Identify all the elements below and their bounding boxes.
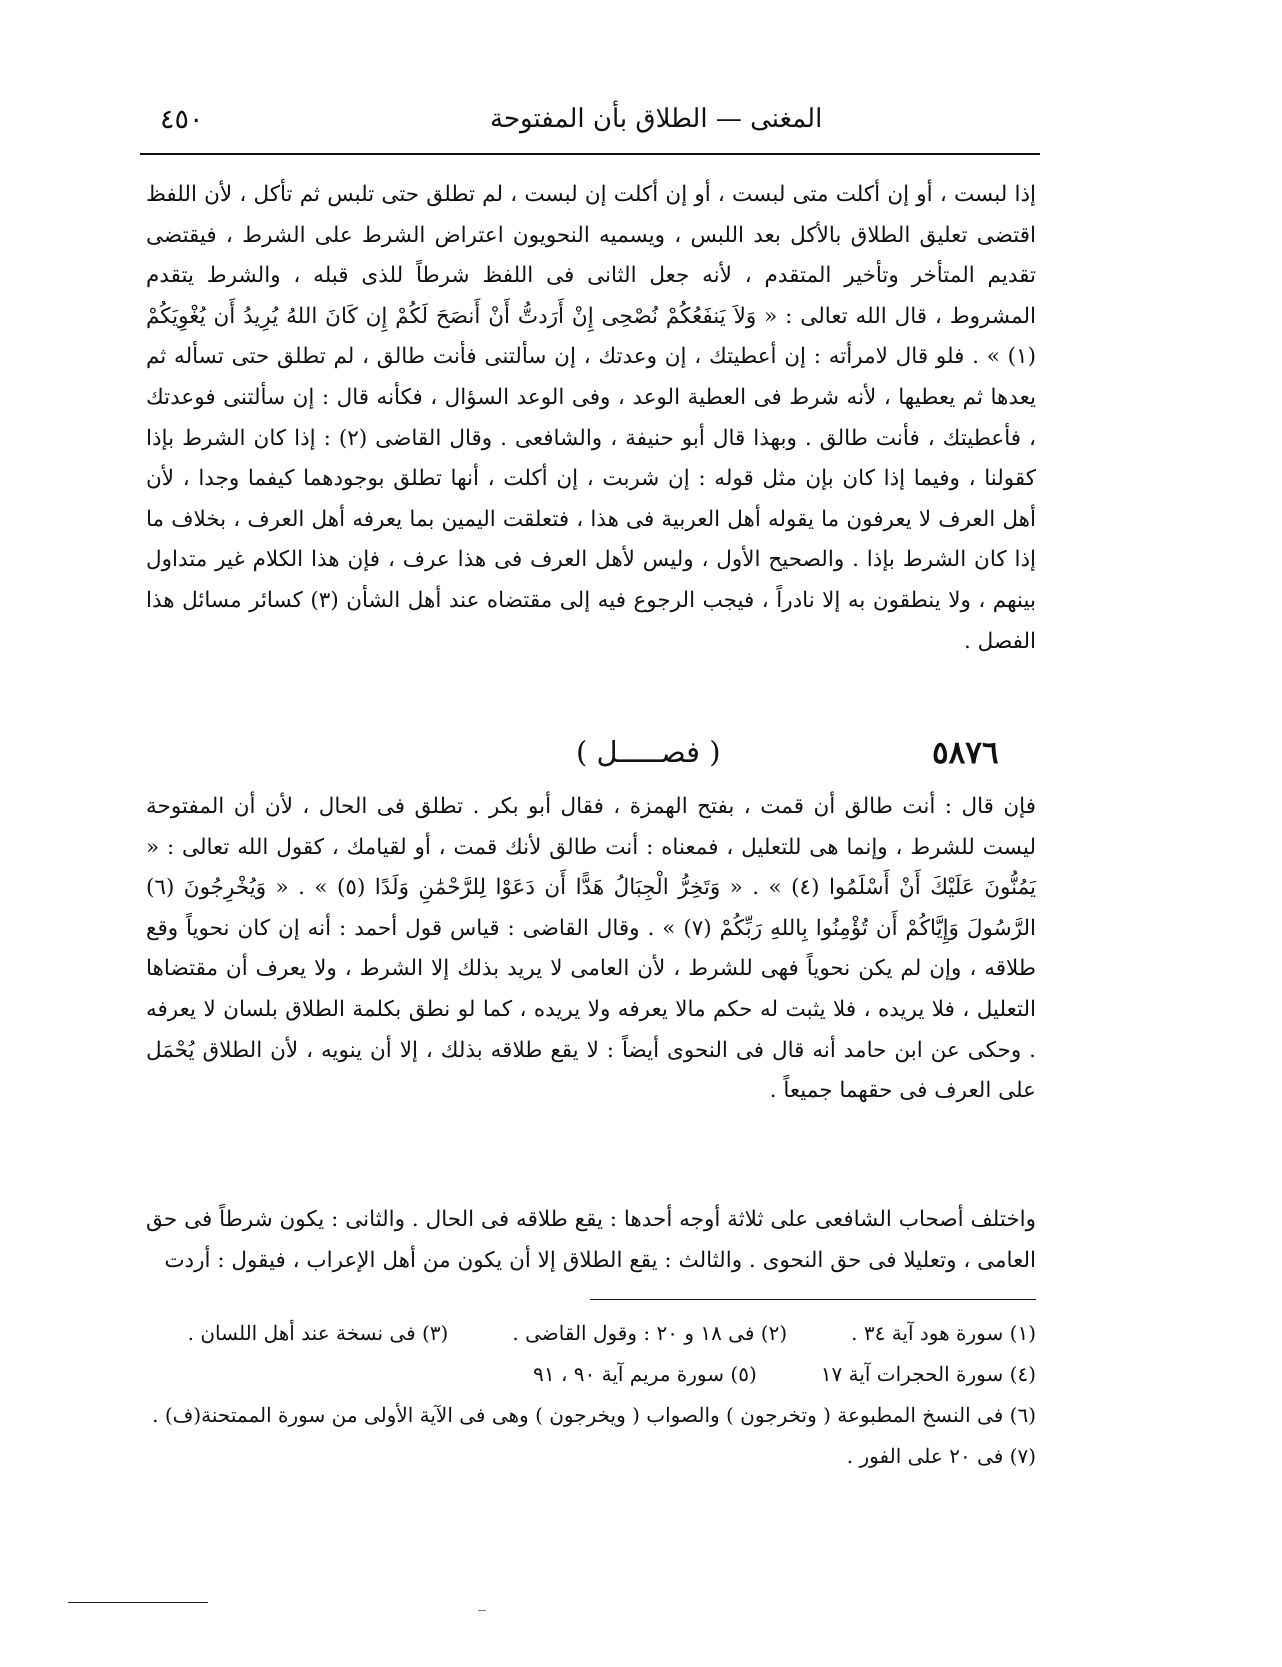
running-title: المغنى — الطلاق بأن المفتوحة bbox=[490, 104, 823, 134]
footnote-2: (٢) فى ١٨ و ٢٠ : وقول القاضى . bbox=[512, 1321, 788, 1345]
paragraph-3: واختلف أصحاب الشافعى على ثلاثة أوجه أحدها : يقع طلاقه فى الحال . والثانى : يكون شرطاً فى حق العامى ، وتعليلا فى حق النحوى . والثالث : يقع الطلاق إلا أن يكون من أهل الإعراب ، فيقول : أردت bbox=[146, 1207, 1036, 1273]
header-rule bbox=[140, 153, 1040, 155]
paragraph-1: إذا لبست ، أو إن أكلت متى لبست ، أو إن أكلت إن لبست ، لم تطلق حتى تلبس ثم تأكل ، لأن اللفظ اقتضى تعليق الطلاق بالأكل بعد اللبس ، ويسميه النحويون اعتراض الشرط على الشرط ، فيقتضى تقديم المتأخر وتأخير المتقدم ، لأنه جعل الثانى فى اللفظ شرطاً للذى قبله ، والشرط يتقدم المشروط ، قال الله تعالى : « وَلاَ يَنفَعُكُمْ نُصْحِى إِنْ أَرَدتُّ أَنْ أَنصَحَ لَكُمْ إِن كَانَ اللهُ يُرِيدُ أَن يُغْوِيَكُمْ (١) » . فلو قال لامرأته : إن أعطيتك ، إن وعدتك ، إن سألتنى فأنت طالق ، لم تطلق حتى تسأله ثم يعدها ثم يعطيها ، لأنه شرط فى العطية الوعد ، وفى الوعد السؤال ، فكأنه قال : إن سألتنى فوعدتك ، فأعطيتك ، فأنت طالق . وبهذا قال أبو حنيفة ، والشافعى . وقال القاضى (٢) : إذا كان الشرط بإذا كقولنا ، وفيما إذا كان بإن مثل قوله : إن شربت ، إن أكلت ، أنها تطلق بوجودهما كيفما وجدا ، لأن أهل العرف لا يعرفون ما يقوله أهل العربية فى هذا ، فتعلقت اليمين بما يعرفه أهل العرف ، بخلاف ما إذا كان الشرط بإذا . والصحيح الأول ، وليس لأهل العرف فى هذا عرف ، فإن هذا الكلام غير متداول بينهم ، ولا ينطقون به إلا نادراً ، فيجب الرجوع فيه إلى مقتضاه عند أهل الشأن (٣) كسائر مسائل هذا الفصل . bbox=[146, 182, 1037, 654]
section-heading bbox=[146, 735, 1036, 779]
section-title: ( فصـــــل ) bbox=[576, 735, 721, 769]
footnote-5: (٥) سورة مريم آية ٩٠ ، ٩١ bbox=[533, 1362, 757, 1386]
footnotes bbox=[146, 1313, 1036, 1477]
footnote-row-4 bbox=[146, 1436, 1036, 1477]
footnote-4: (٤) سورة الحجرات آية ١٧ bbox=[820, 1362, 1036, 1386]
footnote-row-3 bbox=[146, 1395, 1036, 1436]
footnote-row-1 bbox=[146, 1313, 1036, 1354]
footnote-3: (٣) فى نسخة عند أهل اللسان . bbox=[187, 1321, 449, 1345]
bottom-margin-rule bbox=[68, 1602, 208, 1603]
running-header bbox=[160, 98, 1040, 142]
footnotes-rule bbox=[590, 1299, 1036, 1300]
section-number: ٥٨٧٦ bbox=[932, 735, 999, 771]
bottom-mark bbox=[478, 1610, 486, 1611]
footnote-7: (٧) فى ٢٠ على الفور . bbox=[846, 1444, 1036, 1468]
footnote-1: (١) سورة هود آية ٣٤ . bbox=[851, 1321, 1036, 1345]
page-number: ٤٥٠ bbox=[160, 104, 204, 135]
footnote-6: (٦) فى النسخ المطبوعة ( وتخرجون ) والصواب ( ويخرجون ) وهى فى الآية الأولى من سورة الممتحنة(ف) . bbox=[152, 1403, 1036, 1427]
footnote-row-2 bbox=[146, 1354, 1036, 1395]
paragraph-2: فإن قال : أنت طالق أن قمت ، بفتح الهمزة ، فقال أبو بكر . تطلق فى الحال ، لأن أن المفتوحة ليست للشرط ، وإنما هى للتعليل ، فمعناه : أنت طالق لأنك قمت ، أو لقيامك ، كقول الله تعالى : « يَمُنُّونَ عَلَيْكَ أَنْ أَسْلَمُوا (٤) » . « وَتَخِرُّ الْجِبَالُ هَدًّا أَن دَعَوْا لِلرَّحْمَٰنِ وَلَدًا (٥) » . « وَيُخْرِجُونَ (٦) الرَّسُولَ وَإِيَّاكُمْ أَن تُؤْمِنُوا بِاللهِ رَبِّكُمْ (٧) » . وقال القاضى : قياس قول أحمد : أنه إن كان نحوياً وقع طلاقه ، وإن لم يكن نحوياً فهى للشرط ، لأن العامى لا يريد بذلك إلا الشرط ، ولا يعرف أن مقتضاها التعليل ، فلا يريده ، فلا يثبت له حكم مالا يعرفه ولا يريده ، كما لو نطق بكلمة الطلاق بلسان لا يعرفه . وحكى عن ابن حامد أنه قال فى النحوى أيضاً : لا يقع طلاقه بذلك ، إلا أن ينويه ، لأن الطلاق يُحْمَل على العرف فى حقهما جميعاً . bbox=[146, 794, 1036, 1104]
